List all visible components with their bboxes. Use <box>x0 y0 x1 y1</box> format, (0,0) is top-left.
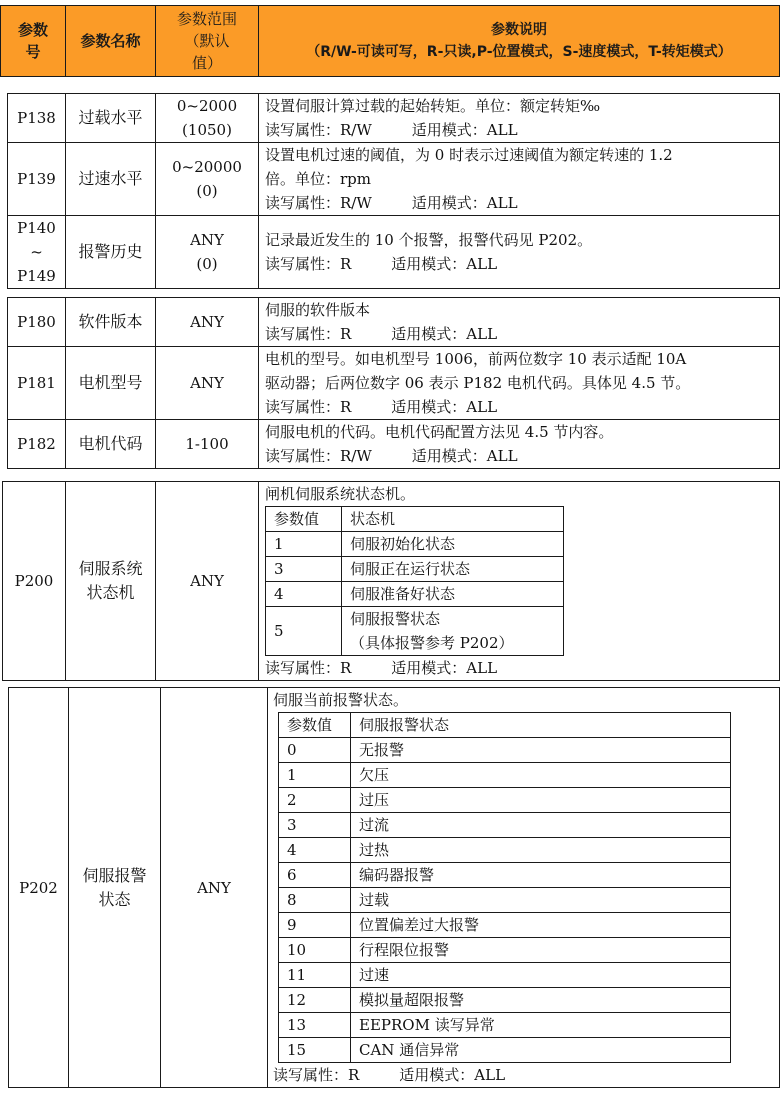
param-range: ANY (0) <box>156 216 259 289</box>
rw-label: 读写属性：R <box>265 255 352 273</box>
sub-header-value: 参数值 <box>279 713 351 738</box>
param-desc: 伺服电机的代码。电机代码配置方法见 4.5 节内容。 读写属性：R/W 适用模式：ALL <box>259 420 780 469</box>
sub-table-row <box>279 913 731 938</box>
param-range: ANY <box>156 482 259 681</box>
sub-table-row <box>279 863 731 888</box>
sub-table-row <box>279 1038 731 1063</box>
row-value: 4 <box>266 582 342 607</box>
param-row-p202 <box>8 687 780 1088</box>
sub-table-row <box>279 1013 731 1038</box>
row-state: 过速 <box>351 963 731 988</box>
param-no: P202 <box>9 688 69 1088</box>
param-range: 1-100 <box>156 420 259 469</box>
sub-table-header <box>279 713 731 738</box>
param-range: ANY <box>161 688 268 1088</box>
param-desc <box>259 482 780 681</box>
mode-label: 适用模式：ALL <box>391 255 498 273</box>
rw-label: 读写属性：R <box>265 325 352 343</box>
param-no: P140 ~ P149 <box>8 216 66 289</box>
header-param-range: 参数范围 （默认 值） <box>156 6 259 77</box>
row-state: 无报警 <box>351 738 731 763</box>
mode-label: 适用模式：ALL <box>411 121 518 139</box>
row-state: 模拟量超限报警 <box>351 988 731 1013</box>
param-name: 软件版本 <box>66 298 156 347</box>
param-row-p138 <box>8 94 780 143</box>
rw-mode-line <box>265 444 775 468</box>
row-state: CAN 通信异常 <box>351 1038 731 1063</box>
param-name: 报警历史 <box>66 216 156 289</box>
param-range: 0~2000 (1050) <box>156 94 259 143</box>
sub-table-row <box>279 788 731 813</box>
sub-table-row <box>279 888 731 913</box>
row-value: 3 <box>266 557 342 582</box>
row-state: 伺服初始化状态 <box>342 532 564 557</box>
param-row-p181 <box>8 347 780 420</box>
param-desc: 设置伺服计算过载的起始转矩。单位：额定转矩‰ 读写属性：R/W 适用模式：ALL <box>259 94 780 143</box>
state-machine-table <box>265 506 564 656</box>
header-param-name: 参数名称 <box>66 6 156 77</box>
rw-label: 读写属性：R/W <box>265 447 372 465</box>
sub-header-value: 参数值 <box>266 507 342 532</box>
sub-table-row <box>266 557 564 582</box>
param-no: P181 <box>8 347 66 420</box>
desc-intro: 闸机伺服系统状态机。 <box>265 485 416 503</box>
sub-header-state: 伺服报警状态 <box>351 713 731 738</box>
rw-label: 读写属性：R <box>265 398 352 416</box>
header-param-no: 参数 号 <box>1 6 66 77</box>
sub-table-row <box>279 738 731 763</box>
row-value: 12 <box>279 988 351 1013</box>
sub-table-row <box>266 582 564 607</box>
param-desc: 伺服的软件版本 读写属性：R 适用模式：ALL <box>259 298 780 347</box>
param-name: 电机代码 <box>66 420 156 469</box>
row-state: 过压 <box>351 788 731 813</box>
rw-mode-line <box>265 322 775 346</box>
param-row-p182 <box>8 420 780 469</box>
param-range: ANY <box>156 347 259 420</box>
param-table-header <box>0 5 780 77</box>
row-value: 8 <box>279 888 351 913</box>
mode-label: 适用模式：ALL <box>411 447 518 465</box>
row-value: 3 <box>279 813 351 838</box>
desc-intro: 伺服当前报警状态。 <box>273 691 409 709</box>
sub-table-row <box>266 607 564 656</box>
row-value: 13 <box>279 1013 351 1038</box>
param-range: 0~20000 (0) <box>156 143 259 216</box>
mode-label: 适用模式：ALL <box>391 325 498 343</box>
row-state: 过流 <box>351 813 731 838</box>
rw-label: 读写属性：R/W <box>265 121 372 139</box>
param-name: 伺服系统 状态机 <box>66 482 156 681</box>
param-group-p180-p182 <box>7 297 780 469</box>
param-no: P182 <box>8 420 66 469</box>
row-state: 伺服报警状态 （具体报警参考 P202） <box>342 607 564 656</box>
sub-table-header <box>266 507 564 532</box>
row-state: 欠压 <box>351 763 731 788</box>
sub-table-row <box>279 938 731 963</box>
row-state: EEPROM 读写异常 <box>351 1013 731 1038</box>
sub-table-row <box>279 763 731 788</box>
param-name: 过速水平 <box>66 143 156 216</box>
sub-table-row <box>266 532 564 557</box>
row-state: 过载 <box>351 888 731 913</box>
param-no: P139 <box>8 143 66 216</box>
mode-label: 适用模式：ALL <box>391 398 498 416</box>
param-row-p140 <box>8 216 780 289</box>
sub-table-row <box>279 988 731 1013</box>
row-value: 15 <box>279 1038 351 1063</box>
row-value: 0 <box>279 738 351 763</box>
param-name: 过载水平 <box>66 94 156 143</box>
param-desc: 设置电机过速的阈值，为 0 时表示过速阈值为额定转速的 1.2 倍。单位：rpm 读写属性：R/W 适用模式：ALL <box>259 143 780 216</box>
row-state: 行程限位报警 <box>351 938 731 963</box>
rw-mode-line <box>265 252 775 276</box>
param-name: 伺服报警 状态 <box>69 688 161 1088</box>
row-state: 位置偏差过大报警 <box>351 913 731 938</box>
param-desc <box>268 688 780 1088</box>
row-value: 6 <box>279 863 351 888</box>
param-row-p180 <box>8 298 780 347</box>
sub-header-state: 状态机 <box>342 507 564 532</box>
rw-mode-line <box>265 118 775 142</box>
rw-mode-line: 读写属性：R 适用模式：ALL <box>265 659 498 677</box>
param-name: 电机型号 <box>66 347 156 420</box>
row-value: 5 <box>266 607 342 656</box>
param-no: P200 <box>3 482 66 681</box>
row-state: 伺服准备好状态 <box>342 582 564 607</box>
row-state: 伺服正在运行状态 <box>342 557 564 582</box>
rw-label: 读写属性：R/W <box>265 194 372 212</box>
param-desc: 记录最近发生的 10 个报警，报警代码见 P202。 读写属性：R 适用模式：ALL <box>259 216 780 289</box>
param-no: P180 <box>8 298 66 347</box>
rw-mode-line <box>265 191 775 215</box>
alarm-status-table <box>278 712 731 1063</box>
sub-table-row <box>279 838 731 863</box>
param-group-p138-p149 <box>7 93 780 289</box>
sub-table-row <box>279 963 731 988</box>
header-param-desc: 参数说明 （R/W-可读可写，R-只读,P-位置模式，S-速度模式，T-转矩模式） <box>259 6 780 77</box>
rw-mode-line: 读写属性：R 适用模式：ALL <box>273 1066 506 1084</box>
row-state: 编码器报警 <box>351 863 731 888</box>
row-state: 过热 <box>351 838 731 863</box>
row-value: 9 <box>279 913 351 938</box>
rw-mode-line <box>265 395 775 419</box>
row-value: 1 <box>266 532 342 557</box>
param-range: ANY <box>156 298 259 347</box>
row-value: 4 <box>279 838 351 863</box>
param-no: P138 <box>8 94 66 143</box>
param-row-p200 <box>2 481 780 681</box>
param-desc: 电机的型号。如电机型号 1006，前两位数字 10 表示适配 10A 驱动器；后两位数字 06 表示 P182 电机代码。具体见 4.5 节。 读写属性：R 适用模式：ALL <box>259 347 780 420</box>
mode-label: 适用模式：ALL <box>411 194 518 212</box>
sub-table-row <box>279 813 731 838</box>
row-value: 1 <box>279 763 351 788</box>
row-value: 11 <box>279 963 351 988</box>
param-row-p139 <box>8 143 780 216</box>
row-value: 10 <box>279 938 351 963</box>
row-value: 2 <box>279 788 351 813</box>
